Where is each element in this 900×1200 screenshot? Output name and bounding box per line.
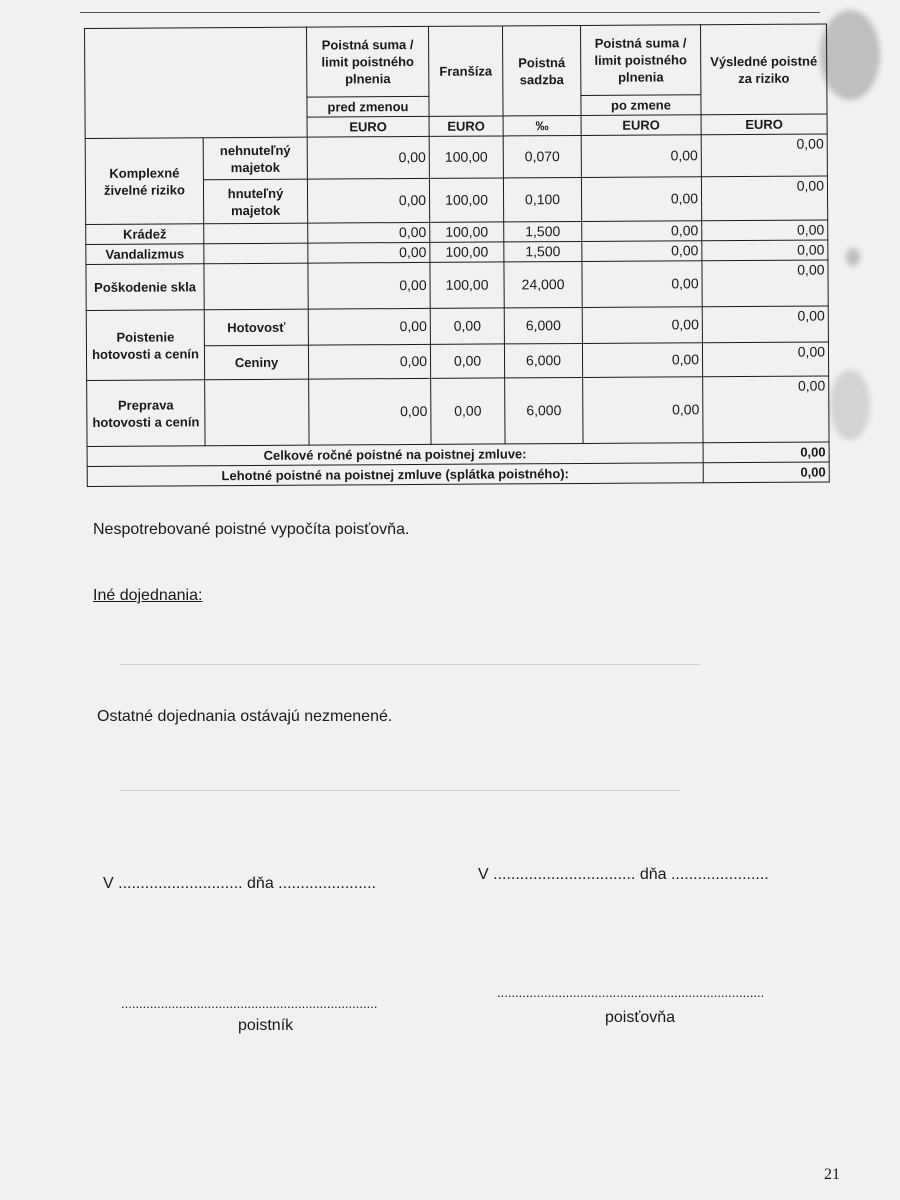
sum-after: 0,00 [582, 241, 702, 262]
franchise: 100,00 [430, 222, 504, 242]
row-label [205, 379, 309, 446]
row-label: Hotovosť [204, 309, 308, 346]
sum-after: 0,00 [583, 377, 703, 444]
sum-after: 0,00 [581, 135, 701, 178]
franchise: 100,00 [429, 178, 503, 222]
rate: 0,070 [503, 135, 581, 177]
rate: 24,000 [504, 261, 582, 307]
franchise: 0,00 [430, 344, 504, 378]
row-label [204, 223, 308, 244]
franchise: 100,00 [430, 242, 504, 262]
smudge [846, 248, 860, 266]
franchise: 0,00 [430, 308, 504, 344]
premium: 0,00 [701, 134, 827, 177]
unit-euro: EURO [581, 115, 701, 136]
header-result-premium: Výsledné poistné za riziko [700, 24, 827, 115]
sum-before: 0,00 [309, 378, 431, 445]
header-franchise: Franšíza [428, 26, 503, 116]
place-date-right: V ................................ dňa ...................... [478, 866, 769, 883]
bleed-through-line [120, 664, 700, 665]
premium: 0,00 [702, 220, 828, 241]
sum-after: 0,00 [582, 221, 702, 242]
premium: 0,00 [702, 306, 828, 343]
premium: 0,00 [701, 176, 827, 221]
row-group-label: Preprava hotovosti a cenín [87, 380, 205, 447]
other-arrangements-text: Ostatné dojednania ostávajú nezmenené. [97, 708, 393, 725]
installment-label: Lehotné poistné na poistnej zmluve (splátka poistného): [87, 463, 703, 487]
header-sum-before: Poistná suma / limit poistného plnenia [306, 26, 428, 97]
smudge [830, 370, 870, 440]
smudge [820, 10, 880, 100]
header-blank [85, 27, 308, 138]
premium: 0,00 [702, 342, 828, 377]
total-annual-value: 0,00 [703, 442, 829, 463]
premium: 0,00 [702, 240, 828, 261]
unit-euro: EURO [429, 116, 503, 136]
header-sum-after: Poistná suma / limit poistného plnenia [580, 25, 700, 96]
rate: 6,000 [505, 377, 583, 443]
header-before-change: pred zmenou [307, 96, 429, 117]
place-date-left: V ............................ dňa ...................... [103, 875, 376, 892]
rate: 6,000 [504, 307, 582, 343]
signature-line-left: ....................................................................... [121, 996, 378, 1011]
sum-after: 0,00 [582, 261, 702, 308]
signature-label-right: poisťovňa [605, 1009, 676, 1026]
row-label [204, 263, 308, 310]
other-arrangements-heading: Iné dojednania: [93, 587, 203, 604]
row-label [204, 243, 308, 264]
bleed-through-line [120, 790, 680, 791]
sum-after: 0,00 [582, 307, 702, 344]
premium-table [84, 23, 830, 487]
group-poistenie: Poistenie hotovosti a cenín [86, 310, 204, 381]
table-row [85, 134, 827, 181]
installment-value: 0,00 [703, 462, 829, 483]
signature-line-right: .......................................................................... [497, 985, 765, 1000]
sum-after: 0,00 [582, 343, 702, 378]
header-rate: Poistná sadzba [502, 25, 581, 115]
page-number: 21 [824, 1166, 840, 1183]
sum-before: 0,00 [308, 222, 430, 243]
row-label: nehnuteľný majetok [203, 137, 307, 180]
sum-after: 0,00 [581, 177, 701, 222]
row-group-label: Vandalizmus [86, 244, 204, 265]
row-label: Ceniny [204, 345, 308, 380]
franchise: 100,00 [429, 136, 503, 178]
sum-before: 0,00 [308, 262, 430, 309]
rate: 6,000 [504, 343, 582, 377]
franchise: 0,00 [431, 378, 505, 444]
table-row [86, 306, 828, 347]
sum-before: 0,00 [307, 136, 429, 179]
header-after-change: po zmene [581, 95, 701, 116]
signature-label-left: poistník [238, 1017, 294, 1034]
table-row [86, 260, 828, 311]
rate: 1,500 [504, 221, 582, 241]
total-annual-label: Celkové ročné poistné na poistnej zmluve: [87, 443, 703, 467]
rate: 1,500 [504, 241, 582, 261]
sum-before: 0,00 [308, 242, 430, 263]
top-rule [80, 12, 820, 13]
sum-before: 0,00 [307, 178, 429, 223]
sum-before: 0,00 [308, 308, 430, 345]
row-group-label: Poškodenie skla [86, 264, 204, 311]
unused-premium-note: Nespotrebované poistné vypočíta poisťovňa. [93, 521, 410, 538]
group-komplexne: Komplexné živelné riziko [85, 138, 204, 225]
premium: 0,00 [703, 376, 829, 443]
unit-euro: EURO [307, 116, 429, 137]
premium: 0,00 [702, 260, 828, 307]
unit-permille: ‰ [503, 115, 581, 135]
unit-euro: EURO [701, 114, 827, 135]
table-row [87, 376, 829, 447]
rate: 0,100 [503, 177, 581, 221]
franchise: 100,00 [430, 262, 504, 308]
row-group-label: Krádež [86, 224, 204, 245]
row-label: hnuteľný majetok [203, 179, 307, 224]
sum-before: 0,00 [308, 344, 430, 379]
